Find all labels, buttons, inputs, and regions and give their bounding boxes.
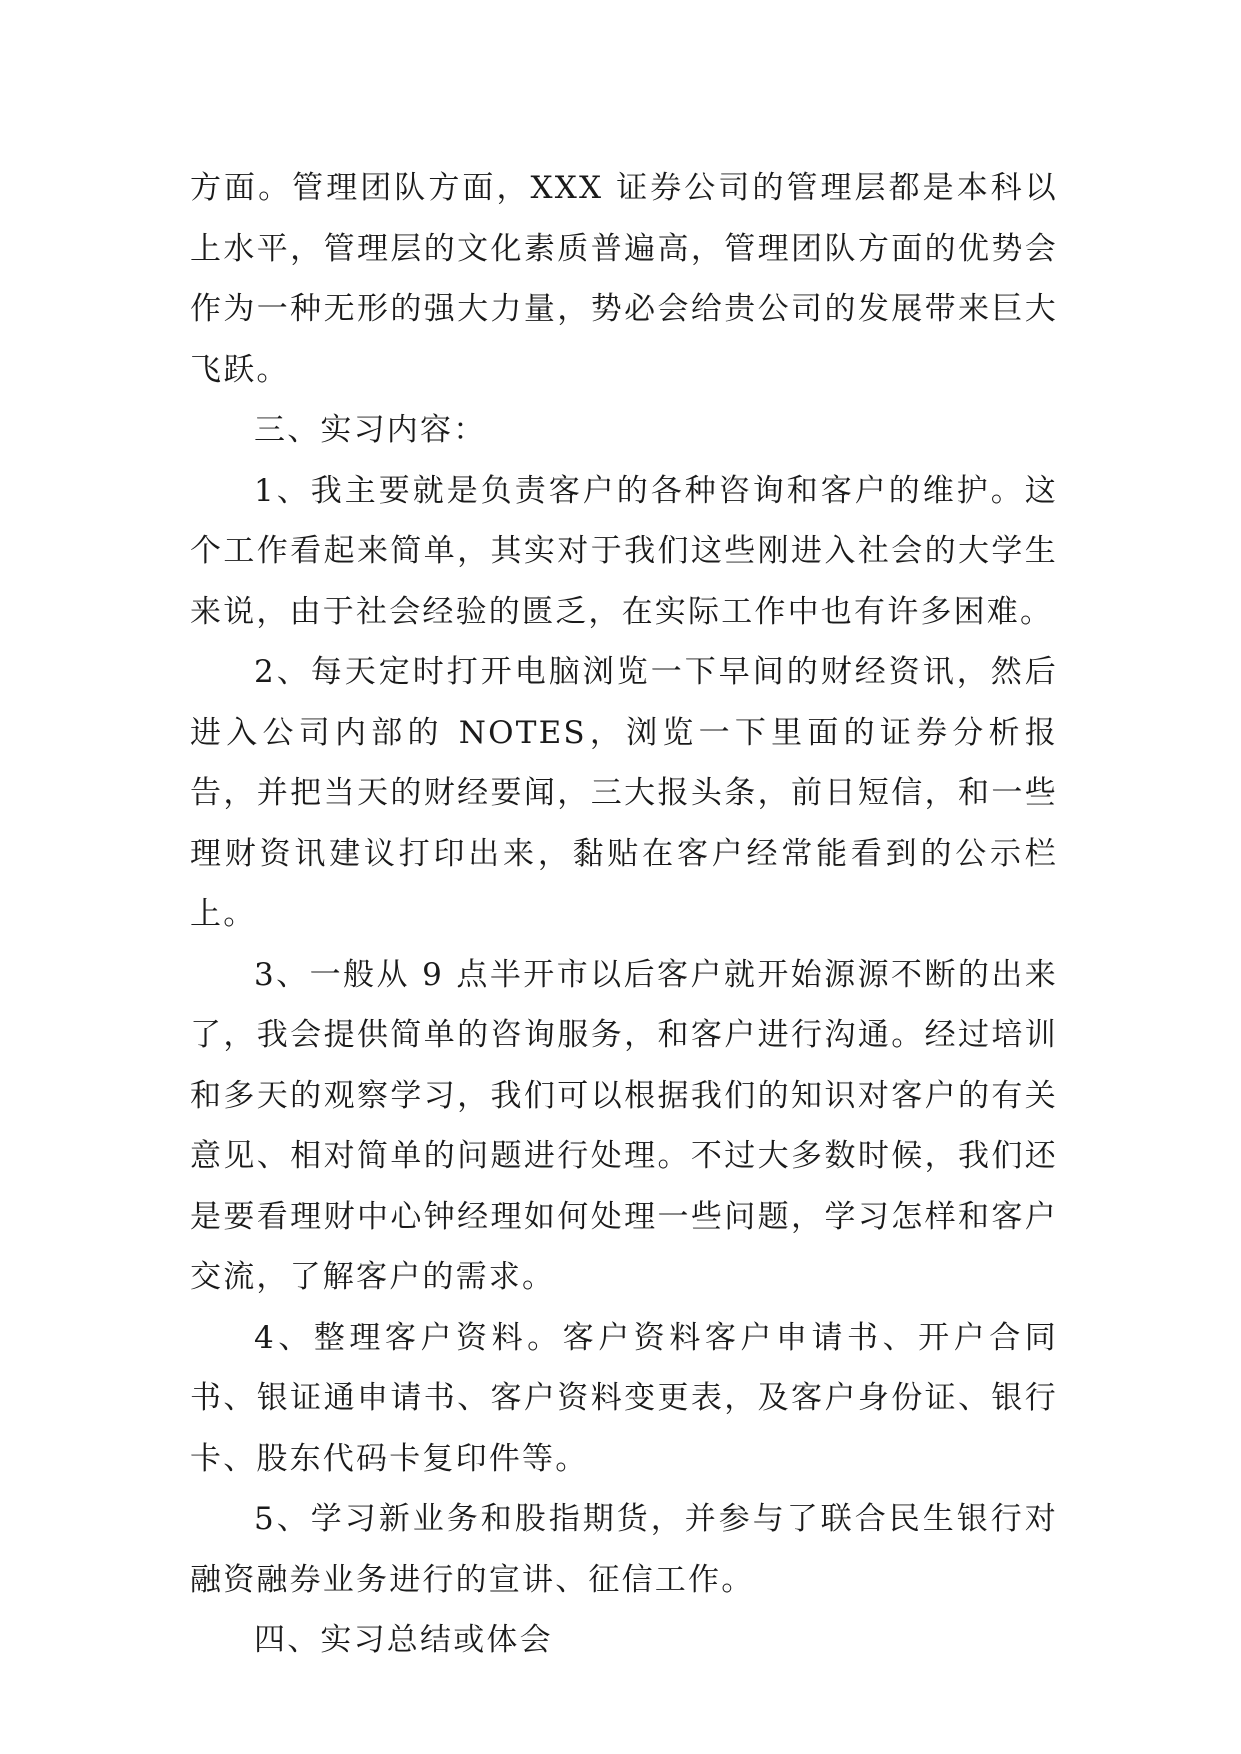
paragraph-item-1: 1、我主要就是负责客户的各种咨询和客户的维护。这个工作看起来简单，其实对于我们这些刚进入社会的大学生来说，由于社会经验的匮乏，在实际工作中也有许多困难。 — [190, 472, 1058, 630]
section-heading-summary: 四、实习总结或体会 — [254, 1622, 553, 1658]
paragraph-item-3: 3、一般从 9 点半开市以后客户就开始源源不断的出来了，我会提供简单的咨询服务，和客户进行沟通。经过培训和多天的观察学习，我们可以根据我们的知识对客户的有关意见、相对简单的问题进行处理。不过大多数时候，我们还是要看理财中心钟经理如何处理一些问题，学习怎样和客户交流，了解客户的需求。 — [190, 956, 1058, 1295]
section-heading-internship-content: 三、实习内容： — [254, 412, 487, 448]
paragraph-item-2: 2、每天定时打开电脑浏览一下早间的财经资讯，然后进入公司内部的 NOTES，浏览一下里面的证券分析报告，并把当天的财经要闻，三大报头条，前日短信，和一些理财资讯建议打印出来，黏贴在客户经常能看到的公示栏上。 — [190, 654, 1058, 932]
document-body — [190, 158, 1058, 1671]
paragraph-item-5: 5、学习新业务和股指期货，并参与了联合民生银行对融资融券业务进行的宣讲、征信工作。 — [190, 1501, 1058, 1598]
paragraph-management-team: 方面。管理团队方面，XXX 证券公司的管理层都是本科以上水平，管理层的文化素质普遍高，管理团队方面的优势会作为一种无形的强大力量，势必会给贵公司的发展带来巨大飞跃。 — [190, 170, 1058, 388]
paragraph-item-4: 4、整理客户资料。客户资料客户申请书、开户合同书、银证通申请书、客户资料变更表，及客户身份证、银行卡、股东代码卡复印件等。 — [190, 1319, 1058, 1477]
